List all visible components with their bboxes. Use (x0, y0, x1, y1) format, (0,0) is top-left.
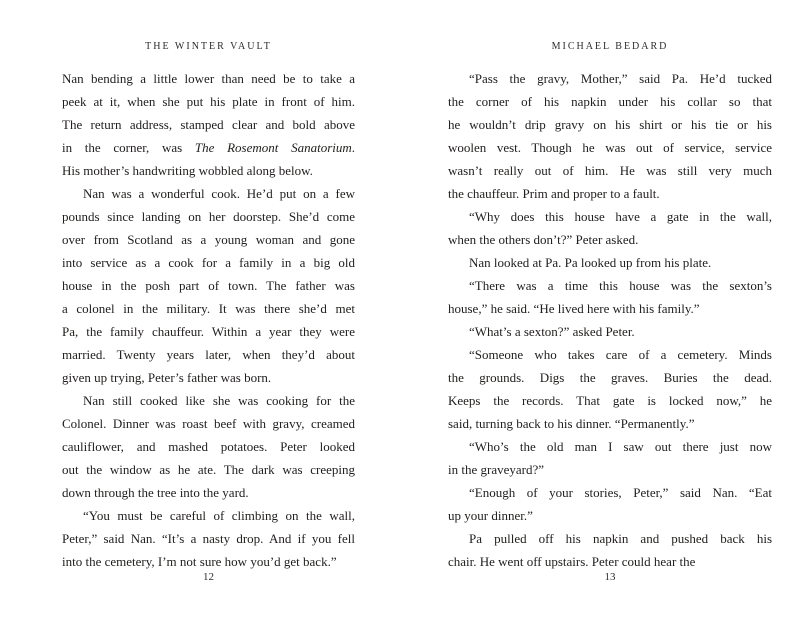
text-line: Pa, the family chauffeur. Within a year they were (62, 324, 355, 339)
text-line: down through the tree into the yard. (62, 485, 249, 500)
text-line: “Pass the gravy, Mother,” said Pa. He’d tucked (469, 71, 772, 86)
text-line: over from Scotland as a young woman and gone (62, 232, 355, 247)
text-line: chair. He went off upstairs. Peter could hear the (448, 554, 696, 569)
text-line: house in the posh part of town. The father was (62, 278, 355, 293)
text-line: Keeps the records. That gate is locked now,” he (448, 393, 772, 408)
text-line: up your dinner.” (448, 508, 533, 523)
text-line: wasn’t really out of him. He was still very much (448, 163, 772, 178)
text-line: he wouldn’t drip gravy on his shirt or his tie or his (448, 117, 772, 132)
text-line: in the corner, was The Rosemont Sanatorium. (62, 140, 355, 155)
text-line: house,” he said. “He lived here with his family.” (448, 301, 700, 316)
text-line: the grounds. Digs the graves. Buries the dead. (448, 370, 772, 385)
text-line: “Someone who takes care of a cemetery. Minds (469, 347, 772, 362)
page-number: 12 (203, 571, 214, 583)
text-line: into service as a cook for a family in a big old (62, 255, 355, 270)
text-line: “There was a time this house was the sexton’s (469, 278, 772, 293)
text-line: out the window as he ate. The dark was creeping (62, 462, 355, 477)
text-line: “What’s a sexton?” asked Peter. (469, 324, 635, 339)
text-line: married. Twenty years later, when they’d about (62, 347, 355, 362)
text-line: a colonel in the military. It was there she’d met (62, 301, 355, 316)
text-line: Peter,” said Nan. “It’s a nasty drop. And if you fell (62, 531, 355, 546)
text-line: “Why does this house have a gate in the wall, (469, 209, 772, 224)
text-line: when the others don’t?” Peter asked. (448, 232, 639, 247)
text-line: His mother’s handwriting wobbled along below. (62, 163, 313, 178)
page-right (448, 0, 772, 632)
text-line: in the graveyard?” (448, 462, 545, 477)
text-line: “Who’s the old man I saw out there just now (469, 439, 772, 454)
running-head-book-title: THE WINTER VAULT (145, 41, 272, 52)
text-line: cauliflower, and mashed potatoes. Peter looked (62, 439, 355, 454)
page-number: 13 (604, 571, 616, 583)
text-line: given up trying, Peter’s father was born. (62, 370, 272, 385)
text-line: Nan bending a little lower than need be to take a (62, 71, 355, 86)
text-line: The return address, stamped clear and bold above (62, 117, 355, 132)
text-line: Nan still cooked like she was cooking for the (83, 393, 355, 408)
page-body-text (62, 67, 355, 573)
text-line: Nan looked at Pa. Pa looked up from his plate. (469, 255, 712, 270)
text-line: “Enough of your stories, Peter,” said Nan. “Eat (469, 485, 772, 500)
text-line: the chauffeur. Prim and proper to a fault. (448, 186, 660, 201)
text-line: said, turning back to his dinner. “Permanently.” (448, 416, 695, 431)
text-line: pounds since landing on her doorstep. She’d come (62, 209, 355, 224)
text-line: woolen vest. Though he was out of service, service (448, 140, 772, 155)
text-line: into the cemetery, I’m not sure how you’d get back.” (62, 554, 337, 569)
text-line: the corner of his napkin under his collar so that (448, 94, 772, 109)
text-line: Nan was a wonderful cook. He’d put on a few (83, 186, 355, 201)
text-line: Colonel. Dinner was roast beef with gravy, creamed (62, 416, 355, 431)
page-left (62, 0, 355, 632)
text-line: peek at it, when she put his plate in front of him. (62, 94, 355, 109)
text-line: Pa pulled off his napkin and pushed back his (469, 531, 772, 546)
page-body-text (448, 67, 772, 573)
text-line: “You must be careful of climbing on the wall, (83, 508, 355, 523)
running-head-author-name: MICHAEL BEDARD (551, 41, 669, 52)
